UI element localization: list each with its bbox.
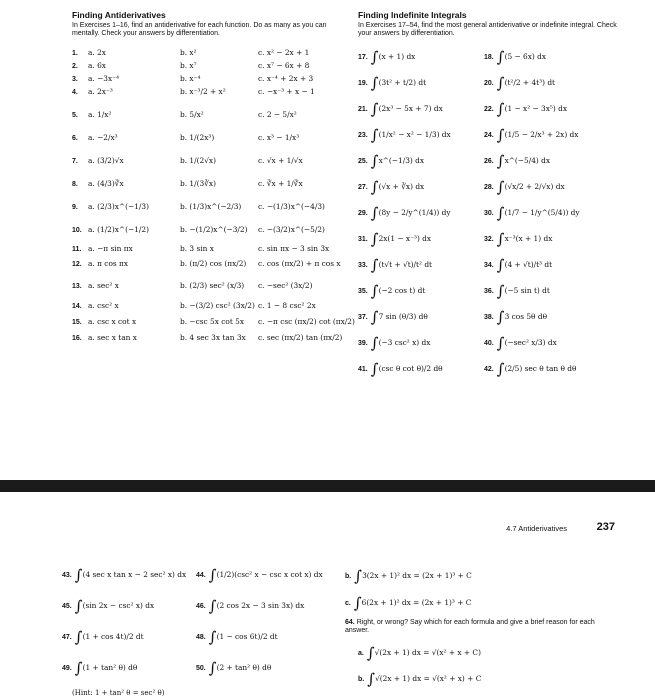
exercise-row [72,225,325,234]
integral-item [358,178,424,196]
integral-item [484,126,578,144]
exercise-number: 24. [484,132,494,139]
integral-item [358,360,443,378]
exercise-number: 14. [72,303,82,310]
exercise-row [72,333,342,342]
exercise-number: 32. [484,236,494,243]
exercise-row [72,110,297,119]
integral-sign: ∫ [496,282,505,300]
part-c: c. x⁻⁴ + 2x + 3 [258,74,314,83]
part-b: b. (1/3)x^(−2/3) [180,202,242,211]
part-label: b. [358,676,365,683]
integral-sign: ∫ [370,152,379,170]
exercise-number: 22. [484,106,494,113]
textbook-page-bottom [0,492,655,700]
integral-item [358,230,431,248]
formula-line [358,644,481,662]
integral-item [484,308,547,326]
integrand: (2x³ − 5x + 7) dx [378,104,443,113]
integrand: (2 cos 2x − 3 sin 3x) dx [216,601,305,610]
integral-item [62,659,137,677]
integrand: x⁻³(x + 1) dx [504,234,553,243]
part-b: b. 1/(2x³) [180,133,215,142]
integral-sign: ∫ [496,256,505,274]
integral-sign: ∫ [208,566,217,584]
part-c: c. cos (πx/2) + π cos x [258,259,341,268]
exercise-number: 11. [72,246,82,253]
exercise-number: 4. [72,89,78,96]
exercise-row [72,87,315,96]
part-c: c. −sec² (3x/2) [258,281,313,290]
integrand: (3t² + t/2) dt [378,78,427,87]
integral-sign: ∫ [496,74,505,92]
integrand: (2 + tan² θ) dθ [216,663,272,672]
part-c: c. x³ − 1/x³ [258,133,300,142]
part-c: c. −(3/2)x^(−5/2) [258,225,325,234]
exercise-number: 16. [72,335,82,342]
integral-sign: ∫ [496,100,505,118]
exercise-number: 21. [358,106,368,113]
integral-item [358,126,451,144]
question-64 [345,619,605,636]
integral-sign: ∫ [370,48,379,66]
part-a: a. 2x [88,48,106,57]
part-b: b. x⁻³/2 + x² [180,87,226,96]
part-c: c. −(1/3)x^(−4/3) [258,202,325,211]
left-section-intro: In Exercises 1–16, find an antiderivative for each function. Do as many as you can mentally. Check your answers by differentiation. [72,22,327,38]
exercise-number: 36. [484,288,494,295]
integrand: (1 − x² − 3x⁵) dx [504,104,568,113]
integrand: (−sec² x/3) dx [504,338,557,347]
integral-sign: ∫ [74,566,83,584]
integral-item [62,566,186,584]
part-a: a. 6x [88,61,106,70]
integral-item [484,230,552,248]
integral-item [358,100,443,118]
part-c: c. ∛x + 1/∛x [258,179,303,188]
integral-item [358,48,415,66]
part-b: b. 5/x² [180,110,204,119]
part-a: a. −3x⁻⁴ [88,74,120,83]
part-c: c. −x⁻³ + x − 1 [258,87,315,96]
exercise-number: 6. [72,135,78,142]
question-64-text: Right, or wrong? Say which for each formula and give a brief reason for each answer. [345,619,595,635]
integrand: (x + 1) dx [378,52,416,61]
formula: 6(2x + 1)² dx = (2x + 1)³ + C [361,598,472,607]
integral-sign: ∫ [370,126,379,144]
exercise-row [72,317,355,326]
exercise-number: 41. [358,366,368,373]
integral-item [196,659,271,677]
exercise-row [72,259,341,268]
integral-item [358,152,424,170]
integral-sign: ∫ [496,48,505,66]
integrand: (1 − cos 6t)/2 dt [216,632,278,641]
part-a: a. sec x tan x [88,333,137,342]
part-label: a. [358,650,364,657]
integral-item [196,597,304,615]
integral-item [484,100,567,118]
integral-item [484,178,565,196]
integrand: (1 + tan² θ) dθ [82,663,138,672]
integral-sign: ∫ [370,282,379,300]
integral-item [358,282,425,300]
part-a: a. (2/3)x^(−1/3) [88,202,149,211]
integrand: (1/7 − 1/y^(5/4)) dy [504,208,580,217]
part-c: c. x⁷ − 6x + 8 [258,61,310,70]
integrand: (1/2)(csc² x − csc x cot x) dx [216,570,323,579]
integrand: (2/5) sec θ tan θ dθ [504,364,577,373]
exercise-number: 34. [484,262,494,269]
exercise-number: 17. [358,54,368,61]
exercise-number: 46. [196,603,206,610]
exercise-number: 29. [358,210,368,217]
integrand: (1 + cos 4t)/2 dt [82,632,144,641]
part-a: a. sec² x [88,281,119,290]
integral-item [484,74,555,92]
integral-sign: ∫ [74,659,83,677]
exercise-number: 10. [72,227,82,234]
exercise-number: 25. [358,158,368,165]
integrand: 2x(1 − x⁻³) dx [378,234,432,243]
part-c: c. sec (πx/2) tan (πx/2) [258,333,343,342]
integral-sign: ∫ [370,178,379,196]
integral-item [358,74,426,92]
integral-sign: ∫ [496,308,505,326]
integral-sign: ∫ [208,659,217,677]
integral-sign: ∫ [496,152,505,170]
part-a: a. −π sin πx [88,244,133,253]
part-c: c. 1 − 8 csc² 2x [258,301,316,310]
part-c: c. x² − 2x + 1 [258,48,310,57]
part-b: b. x² [180,48,197,57]
integrand: x^(−1/3) dx [378,156,425,165]
formula: √(2x + 1) dx = √(x² + x + C) [374,648,481,657]
integral-item [196,628,278,646]
exercise-number: 47. [62,634,72,641]
integral-sign: ∫ [74,628,83,646]
right-section-intro: In Exercises 17–54, find the most general antiderivative or indefinite integral. Check your answers by differentiation. [358,22,617,38]
part-c: c. 2 − 5/x² [258,110,297,119]
integral-item [358,204,451,222]
integral-sign: ∫ [370,100,379,118]
part-c: c. −π csc (πx/2) cot (πx/2) [258,317,355,326]
exercise-number: 44. [196,572,206,579]
exercise-number: 7. [72,158,78,165]
part-a: a. (4/3)∛x [88,179,124,188]
exercise-number: 43. [62,572,72,579]
exercise-number: 49. [62,665,72,672]
right-section-title: Finding Indefinite Integrals [358,10,467,20]
page-separator [0,480,655,492]
integral-sign: ∫ [208,597,217,615]
hint-text: (Hint: 1 + tan² θ = sec² θ) [72,689,165,697]
question-64-number: 64. [345,619,355,626]
formula-line [345,594,471,612]
exercise-number: 42. [484,366,494,373]
exercise-number: 8. [72,181,78,188]
part-a: a. −2/x³ [88,133,118,142]
exercise-number: 13. [72,283,82,290]
part-label: b. [345,573,352,580]
exercise-row [72,301,316,310]
integral-item [484,152,550,170]
exercise-number: 35. [358,288,368,295]
integrand: (1/x² − x² − 1/3) dx [378,130,451,139]
part-b: b. (2/3) sec² (x/3) [180,281,245,290]
exercise-row [72,281,312,290]
integral-item [62,597,154,615]
exercise-number: 40. [484,340,494,347]
exercise-row [72,202,325,211]
integral-sign: ∫ [496,230,505,248]
integral-sign: ∫ [370,256,379,274]
integral-sign: ∫ [367,670,376,688]
formula: 3(2x + 1)² dx = (2x + 1)³ + C [362,571,472,580]
integrand: (−5 sin t) dt [504,286,550,295]
integral-item [484,48,546,66]
exercise-number: 30. [484,210,494,217]
exercise-row [72,156,303,165]
formula: √(2x + 1) dx = √(x² + x) + C [375,674,482,683]
exercise-row [72,244,329,253]
part-a: a. csc² x [88,301,119,310]
left-section-title: Finding Antiderivatives [72,10,166,20]
integral-sign: ∫ [496,360,505,378]
integrand: (−2 cos t) dt [378,286,426,295]
integral-sign: ∫ [74,597,83,615]
part-b: b. 4 sec 3x tan 3x [180,333,246,342]
part-b: b. x⁷ [180,61,197,70]
part-a: a. π cos πx [88,259,129,268]
integral-item [358,308,428,326]
exercise-row [72,74,313,83]
exercise-number: 18. [484,54,494,61]
integrand: (5 − 6x) dx [504,52,547,61]
part-a: a. 2x⁻³ [88,87,113,96]
integrand: (4 + √t)/t³ dt [504,260,553,269]
part-b: b. x⁻⁴ [180,74,201,83]
running-head: 4.7 Antiderivatives [506,524,567,533]
part-a: a. csc x cot x [88,317,137,326]
integral-sign: ∫ [496,334,505,352]
integral-sign: ∫ [496,126,505,144]
integrand: (csc θ cot θ)/2 dθ [378,364,443,373]
integral-item [358,256,432,274]
formula-line [345,567,472,585]
exercise-number: 37. [358,314,368,321]
page-number: 237 [596,521,615,533]
integral-item [484,282,550,300]
integral-item [196,566,323,584]
exercise-row [72,48,309,57]
part-b: b. 1/(3∛x) [180,179,216,188]
integral-sign: ∫ [370,74,379,92]
exercise-number: 12. [72,261,82,268]
exercise-number: 28. [484,184,494,191]
integral-sign: ∫ [496,204,505,222]
exercise-number: 3. [72,76,78,83]
part-label: c. [345,600,351,607]
integral-sign: ∫ [370,230,379,248]
part-a: a. (3/2)√x [88,156,124,165]
integrand: (sin 2x − csc² x) dx [82,601,155,610]
exercise-number: 39. [358,340,368,347]
integral-sign: ∫ [370,334,379,352]
integrand: x^(−5/4) dx [504,156,551,165]
integral-sign: ∫ [353,594,362,612]
integrand: (4 sec x tan x − 2 sec² x) dx [82,570,187,579]
integral-item [484,256,552,274]
integral-item [484,360,577,378]
exercise-number: 9. [72,204,78,211]
part-a: a. (1/2)x^(−1/2) [88,225,149,234]
integral-sign: ∫ [208,628,217,646]
exercise-number: 23. [358,132,368,139]
integrand: (8y − 2/y^(1/4)) dy [378,208,451,217]
integrand: (√x/2 + 2/√x) dx [504,182,565,191]
integral-item [358,334,430,352]
exercise-number: 27. [358,184,368,191]
integrand: 7 sin (θ/3) dθ [378,312,428,321]
exercise-number: 31. [358,236,368,243]
integral-sign: ∫ [496,178,505,196]
integrand: 3 cos 5θ dθ [504,312,548,321]
exercise-number: 48. [196,634,206,641]
integrand: (√x + ∛x) dx [378,182,425,191]
exercise-number: 1. [72,50,78,57]
part-b: b. −(1/2)x^(−3/2) [180,225,248,234]
integral-item [484,204,580,222]
exercise-number: 50. [196,665,206,672]
integrand: (t²/2 + 4t³) dt [504,78,556,87]
exercise-row [72,61,309,70]
integral-sign: ∫ [370,308,379,326]
part-b: b. −csc 5x cot 5x [180,317,245,326]
integrand: (1/5 − 2/x³ + 2x) dx [504,130,579,139]
exercise-number: 38. [484,314,494,321]
exercise-number: 2. [72,63,78,70]
integral-sign: ∫ [370,360,379,378]
part-c: c. sin πx − 3 sin 3x [258,244,330,253]
integrand: (−3 csc² x) dx [378,338,431,347]
integrand: (t√t + √t)/t² dt [378,260,433,269]
part-b: b. 1/(2√x) [180,156,216,165]
integral-item [484,334,557,352]
integral-sign: ∫ [354,567,363,585]
exercise-number: 33. [358,262,368,269]
exercise-number: 26. [484,158,494,165]
exercise-number: 45. [62,603,72,610]
part-a: a. 1/x² [88,110,112,119]
integral-sign: ∫ [366,644,375,662]
part-b: b. 3 sin x [180,244,214,253]
integral-item [62,628,144,646]
part-c: c. √x + 1/√x [258,156,303,165]
exercise-number: 19. [358,80,368,87]
exercise-number: 15. [72,319,82,326]
exercise-row [72,179,303,188]
exercise-number: 5. [72,112,78,119]
part-b: b. (π/2) cos (πx/2) [180,259,247,268]
formula-line [358,670,481,688]
exercise-number: 20. [484,80,494,87]
part-b: b. −(3/2) csc² (3x/2) [180,301,255,310]
exercise-row [72,133,299,142]
integral-sign: ∫ [370,204,379,222]
